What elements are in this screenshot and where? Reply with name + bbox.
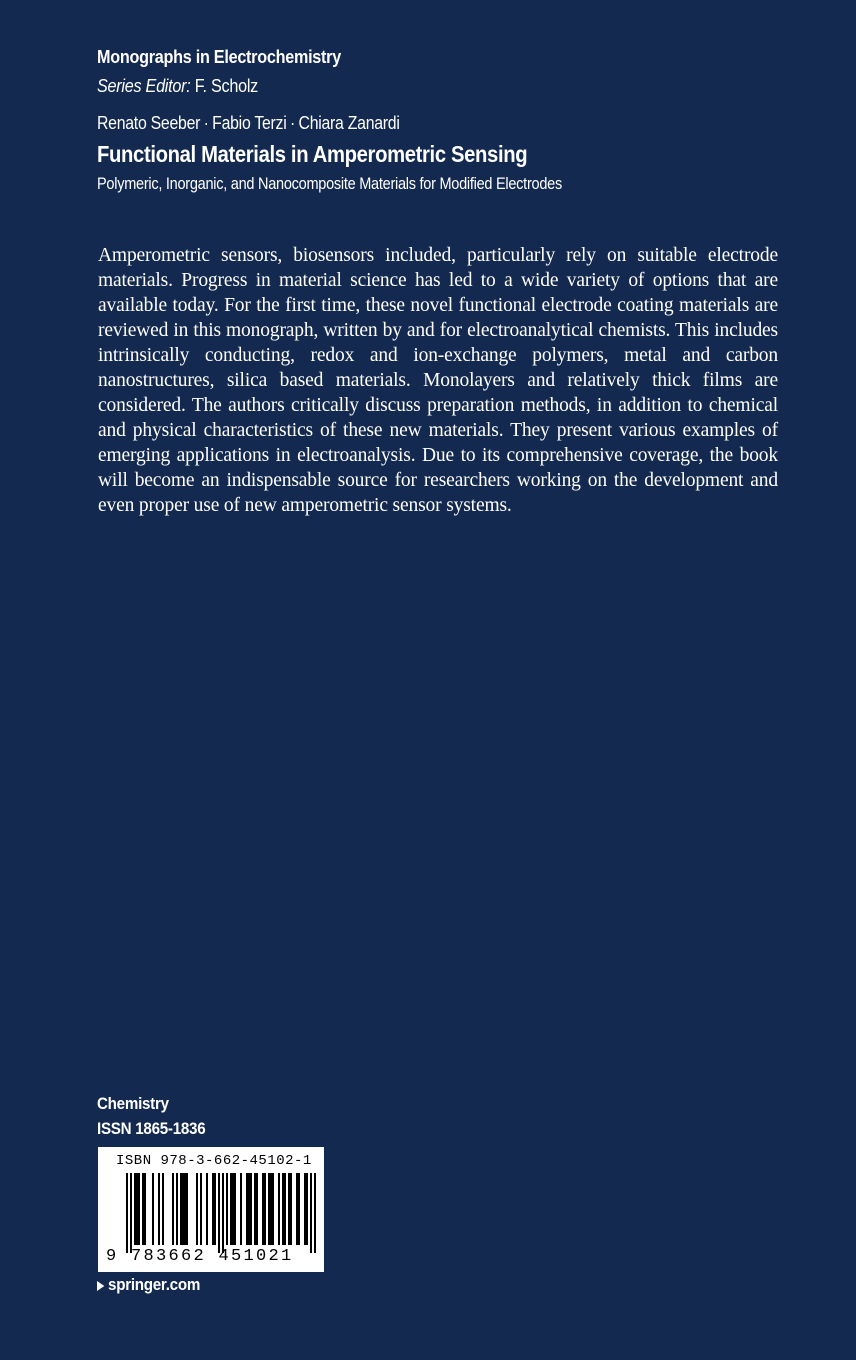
barcode-bar [162, 1173, 164, 1245]
barcode-bar [264, 1173, 266, 1245]
barcode-bar [142, 1173, 144, 1245]
barcode-bar [306, 1173, 308, 1245]
book-description: Amperometric sensors, biosensors included, particularly rely on suitable electrode materials. Progress in material science has led to a wide variety of options that are available today. For the first time, these novel functional electrode coating materials are reviewed in this monograph, written by and for electroanalytical chemists. This includes intrinsically conducting, redox and ion-exchange polymers, metal and carbon nanostructures, silica based materials. Monolayers and relatively thick films are considered. The authors critically discuss preparation methods, in addition to chemical and physical characteristics of these new materials. They present various examples of emerging applications in electroanalysis. Due to its comprehensive coverage, the book will become an indispensable source for researchers working on the development and even proper use of new amperometric sensor systems. [98, 245, 778, 516]
barcode-bar [250, 1173, 252, 1245]
barcode-bar [138, 1173, 140, 1245]
barcode-bar [186, 1173, 188, 1245]
barcode-bar [136, 1173, 138, 1245]
barcode-bar [262, 1173, 264, 1245]
series-editor-label: Series Editor: [97, 76, 191, 96]
barcode-bar [304, 1173, 306, 1245]
barcode-bar [240, 1173, 242, 1245]
series-editor-name: F. Scholz [194, 76, 259, 96]
author-name: Renato Seeber [97, 113, 201, 133]
barcode-bar [130, 1173, 132, 1253]
barcode-bar [176, 1173, 178, 1245]
barcode-bar [126, 1173, 128, 1253]
series-editor [97, 76, 258, 97]
arrow-right-icon [97, 1281, 104, 1291]
barcode-bar [230, 1173, 232, 1245]
author-separator: · [289, 113, 295, 133]
barcode-bar [206, 1173, 208, 1245]
barcode-bar [248, 1173, 250, 1245]
barcode-digits: 9 783662 451021 [106, 1247, 294, 1266]
barcode-bar [144, 1173, 146, 1245]
barcode-bar [200, 1173, 202, 1245]
barcode-bar [212, 1173, 214, 1245]
publisher-website[interactable] [97, 1276, 200, 1295]
barcode-bar [226, 1173, 228, 1245]
barcode-bar [158, 1173, 160, 1245]
barcode-bar [314, 1173, 316, 1253]
barcode-bar [196, 1173, 198, 1245]
barcode-bar [254, 1173, 256, 1245]
author-name: Chiara Zanardi [298, 113, 400, 133]
series-title: Monographs in Electrochemistry [97, 47, 341, 67]
author-list [97, 113, 400, 134]
barcode-bar [268, 1173, 270, 1245]
isbn-label: ISBN 978-3-662-45102-1 [116, 1153, 312, 1169]
author-separator: · [203, 113, 209, 133]
barcode-bar [182, 1173, 184, 1245]
barcode-bar [232, 1173, 234, 1245]
barcode-bar [282, 1173, 284, 1245]
barcode-bar [310, 1173, 312, 1253]
barcode-bar [278, 1173, 280, 1245]
author-name: Fabio Terzi [212, 113, 287, 133]
barcode-bar [222, 1173, 224, 1253]
barcode-bar [218, 1173, 220, 1253]
barcode-bar [172, 1173, 174, 1245]
book-title: Functional Materials in Amperometric Sensing [97, 141, 528, 167]
barcode-bar [288, 1173, 290, 1245]
publisher-website-label: springer.com [108, 1276, 201, 1294]
barcode-bar [296, 1173, 298, 1245]
barcode-bar [234, 1173, 236, 1245]
barcode-bar [298, 1173, 300, 1245]
barcode-bar [152, 1173, 154, 1245]
barcode-bar [134, 1173, 136, 1245]
barcode-bar [270, 1173, 272, 1245]
barcode-bar [272, 1173, 274, 1245]
book-subtitle: Polymeric, Inorganic, and Nanocomposite Materials for Modified Electrodes [97, 175, 562, 193]
barcode-bar [284, 1173, 286, 1245]
barcode-bar [180, 1173, 182, 1245]
barcode-bar [184, 1173, 186, 1245]
barcode-bar [256, 1173, 258, 1245]
issn-number: ISSN 1865-1836 [97, 1120, 206, 1138]
subject-category: Chemistry [97, 1095, 169, 1113]
barcode-bar [290, 1173, 292, 1245]
barcode-bar [246, 1173, 248, 1245]
barcode-bar [214, 1173, 216, 1245]
isbn-barcode [98, 1147, 324, 1272]
